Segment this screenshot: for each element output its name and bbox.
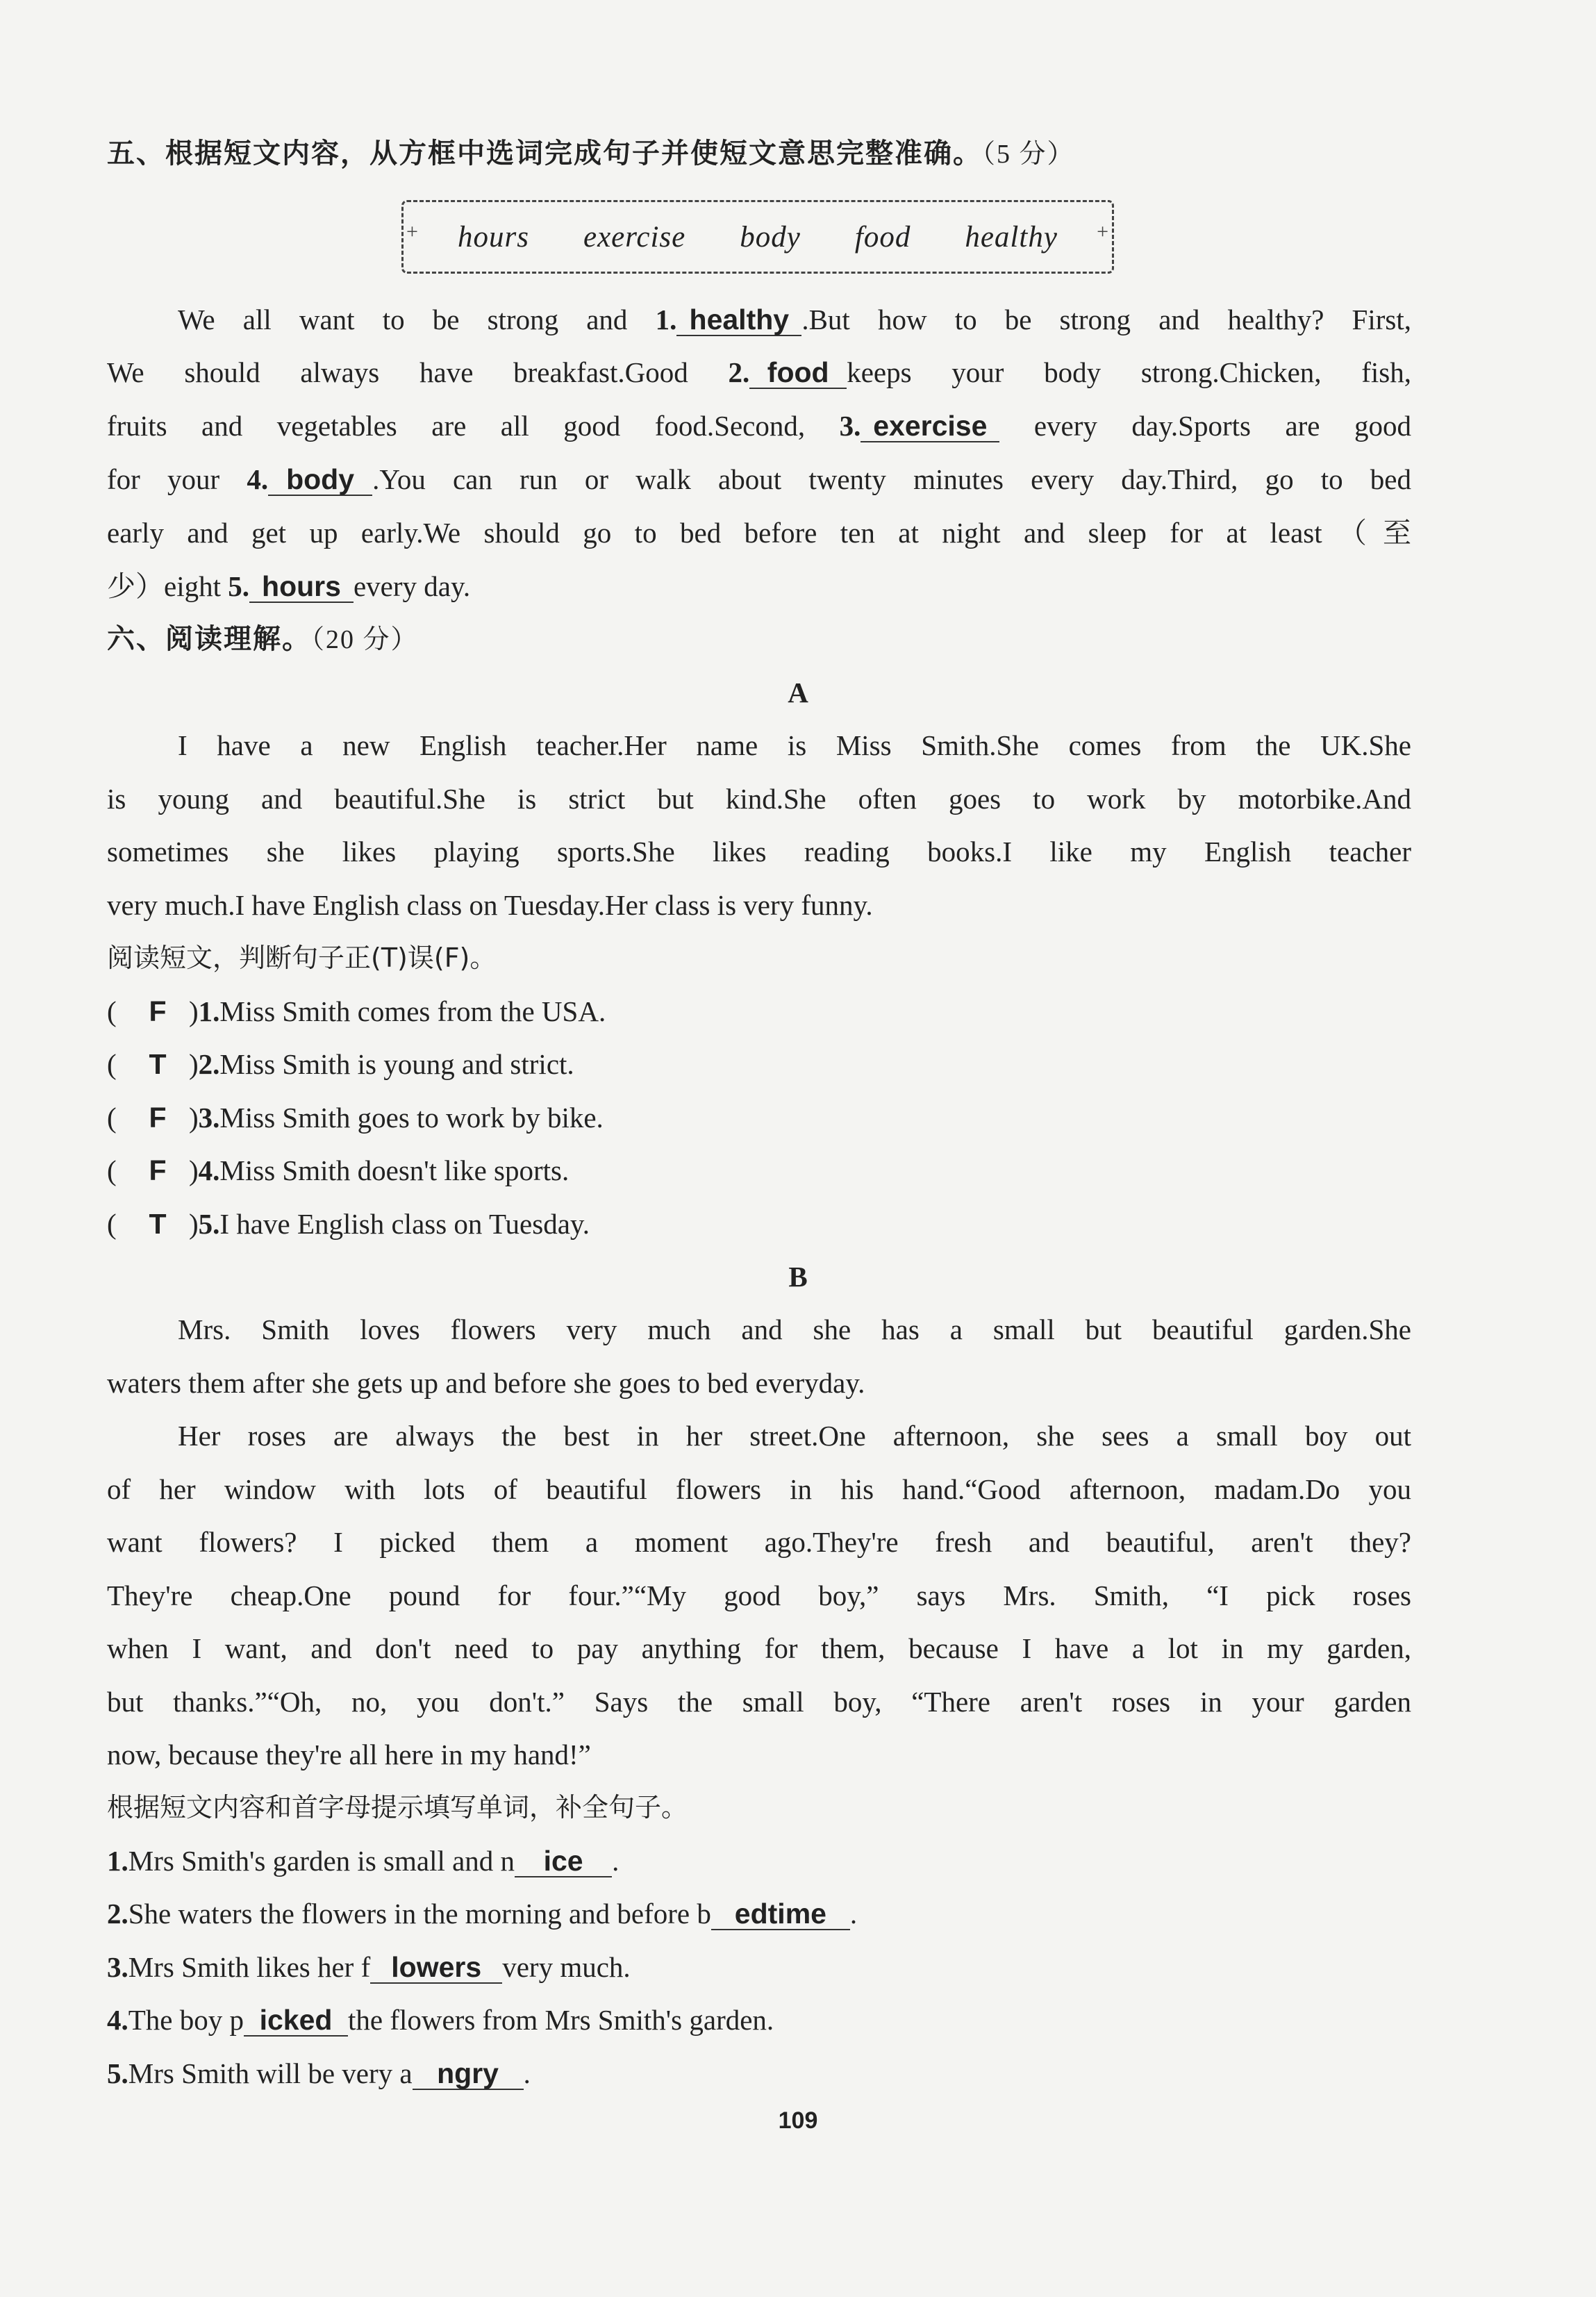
word-option: food xyxy=(854,220,911,254)
word-box xyxy=(401,200,1114,274)
tf-answer: T xyxy=(149,1048,167,1080)
true-false-item: ( F )3.Miss Smith goes to work by bike. xyxy=(107,1099,604,1136)
page-number: 109 xyxy=(778,2107,818,2134)
true-false-item: ( T )5.I have English class on Tuesday. xyxy=(107,1205,590,1243)
answer-blank: icked xyxy=(244,2005,348,2037)
passage-b-line: waters them after she gets up and before she goes to bed everyday. xyxy=(107,1367,865,1399)
passage-a-line: is young and beautiful.She is strict but kind.She often goes to work by motorbike.And xyxy=(107,783,1411,815)
part-b-instruction: 根据短文内容和首字母提示填写单词，补全句子。 xyxy=(107,1792,688,1823)
word-option: healthy xyxy=(965,220,1058,254)
part-a-instruction: 阅读短文，判断句子正(T)误(F)。 xyxy=(107,943,497,973)
answer-blank: hours xyxy=(249,571,354,603)
fill-in-item: 5.Mrs Smith will be very a ngry . xyxy=(107,2057,531,2089)
passage5-line: for your 4. body .You can run or walk about twenty minutes every day.Third, go to bed xyxy=(107,463,1412,495)
answer-blank: exercise xyxy=(861,411,999,442)
answer-blank: body xyxy=(268,464,372,496)
passage-b-line: when I want, and don't need to pay anything for them, because I have a lot in my garden, xyxy=(107,1632,1411,1664)
passage-a-line: sometimes she likes playing sports.She likes reading books.I like my English teacher xyxy=(107,836,1411,868)
section6-heading: 六、阅读理解。（20 分） xyxy=(107,623,419,655)
true-false-item: ( T )2.Miss Smith is young and strict. xyxy=(107,1045,574,1083)
answer-blank: lowers xyxy=(370,1952,502,1984)
word-option: body xyxy=(740,220,801,254)
passage-a-line: I have a new English teacher.Her name is Miss Smith.She comes from the UK.She xyxy=(178,729,1411,761)
passage-a-line: very much.I have English class on Tuesday.Her class is very funny. xyxy=(107,889,873,921)
passage-b-line: Mrs. Smith loves flowers very much and she has a small but beautiful garden.She xyxy=(178,1313,1411,1345)
passage5-line: We all want to be strong and 1. healthy .But how to be strong and healthy? First, xyxy=(178,304,1411,335)
fill-in-item: 3.Mrs Smith likes her f lowers very much. xyxy=(107,1951,631,1983)
passage-b-line: Her roses are always the best in her street.One afternoon, she sees a small boy out xyxy=(178,1420,1411,1452)
tf-answer: F xyxy=(149,995,167,1027)
fill-in-item: 2.She waters the flowers in the morning and before b edtime . xyxy=(107,1898,858,1930)
word-option: + hours xyxy=(458,220,529,254)
passage-b-line: of her window with lots of beautiful flowers in his hand.“Good afternoon, madam.Do you xyxy=(107,1473,1411,1505)
answer-blank: food xyxy=(749,357,847,389)
passage-b-line: want flowers? I picked them a moment ago.They're fresh and beautiful, aren't they? xyxy=(107,1526,1411,1558)
passage5-line: 少）eight 5. hours every day. xyxy=(107,570,471,602)
tf-answer: F xyxy=(149,1102,167,1134)
true-false-item: ( F )4.Miss Smith doesn't like sports. xyxy=(107,1152,569,1189)
true-false-item: ( F )1.Miss Smith comes from the USA. xyxy=(107,993,606,1030)
part-a-label: A xyxy=(788,677,808,708)
section5-heading: 五、根据短文内容，从方框中选词完成句子并使短文意思完整准确。（5 分） xyxy=(107,138,1075,169)
passage5-line: We should always have breakfast.Good 2. food keeps your body strong.Chicken, fish, xyxy=(107,356,1412,388)
answer-blank: healthy xyxy=(676,304,801,336)
answer-blank: ice xyxy=(515,1846,612,1877)
passage-b-line: They're cheap.One pound for four.”“My good boy,” says Mrs. Smith, “I pick roses xyxy=(107,1579,1411,1611)
passage5-line: fruits and vegetables are all good food.Second, 3. exercise every day.Sports are good xyxy=(107,410,1411,442)
tf-answer: F xyxy=(149,1154,167,1186)
passage-b-line: now, because they're all here in my hand!” xyxy=(107,1739,591,1771)
part-b-label: B xyxy=(788,1261,808,1293)
fill-in-item: 1.Mrs Smith's garden is small and n ice . xyxy=(107,1845,620,1877)
fill-in-item: 4.The boy p icked the flowers from Mrs Smith's garden. xyxy=(107,2004,774,2036)
answer-blank: ngry xyxy=(413,2058,524,2090)
tf-answer: T xyxy=(149,1208,167,1240)
passage5-line: early and get up early.We should go to bed before ten at night and sleep for at least（至 xyxy=(107,517,1411,549)
word-option: exercise xyxy=(583,220,686,254)
passage-b-line: but thanks.”“Oh, no, you don't.” Says the small boy, “There aren't roses in your garden xyxy=(107,1686,1411,1718)
answer-blank: edtime xyxy=(711,1898,850,1930)
